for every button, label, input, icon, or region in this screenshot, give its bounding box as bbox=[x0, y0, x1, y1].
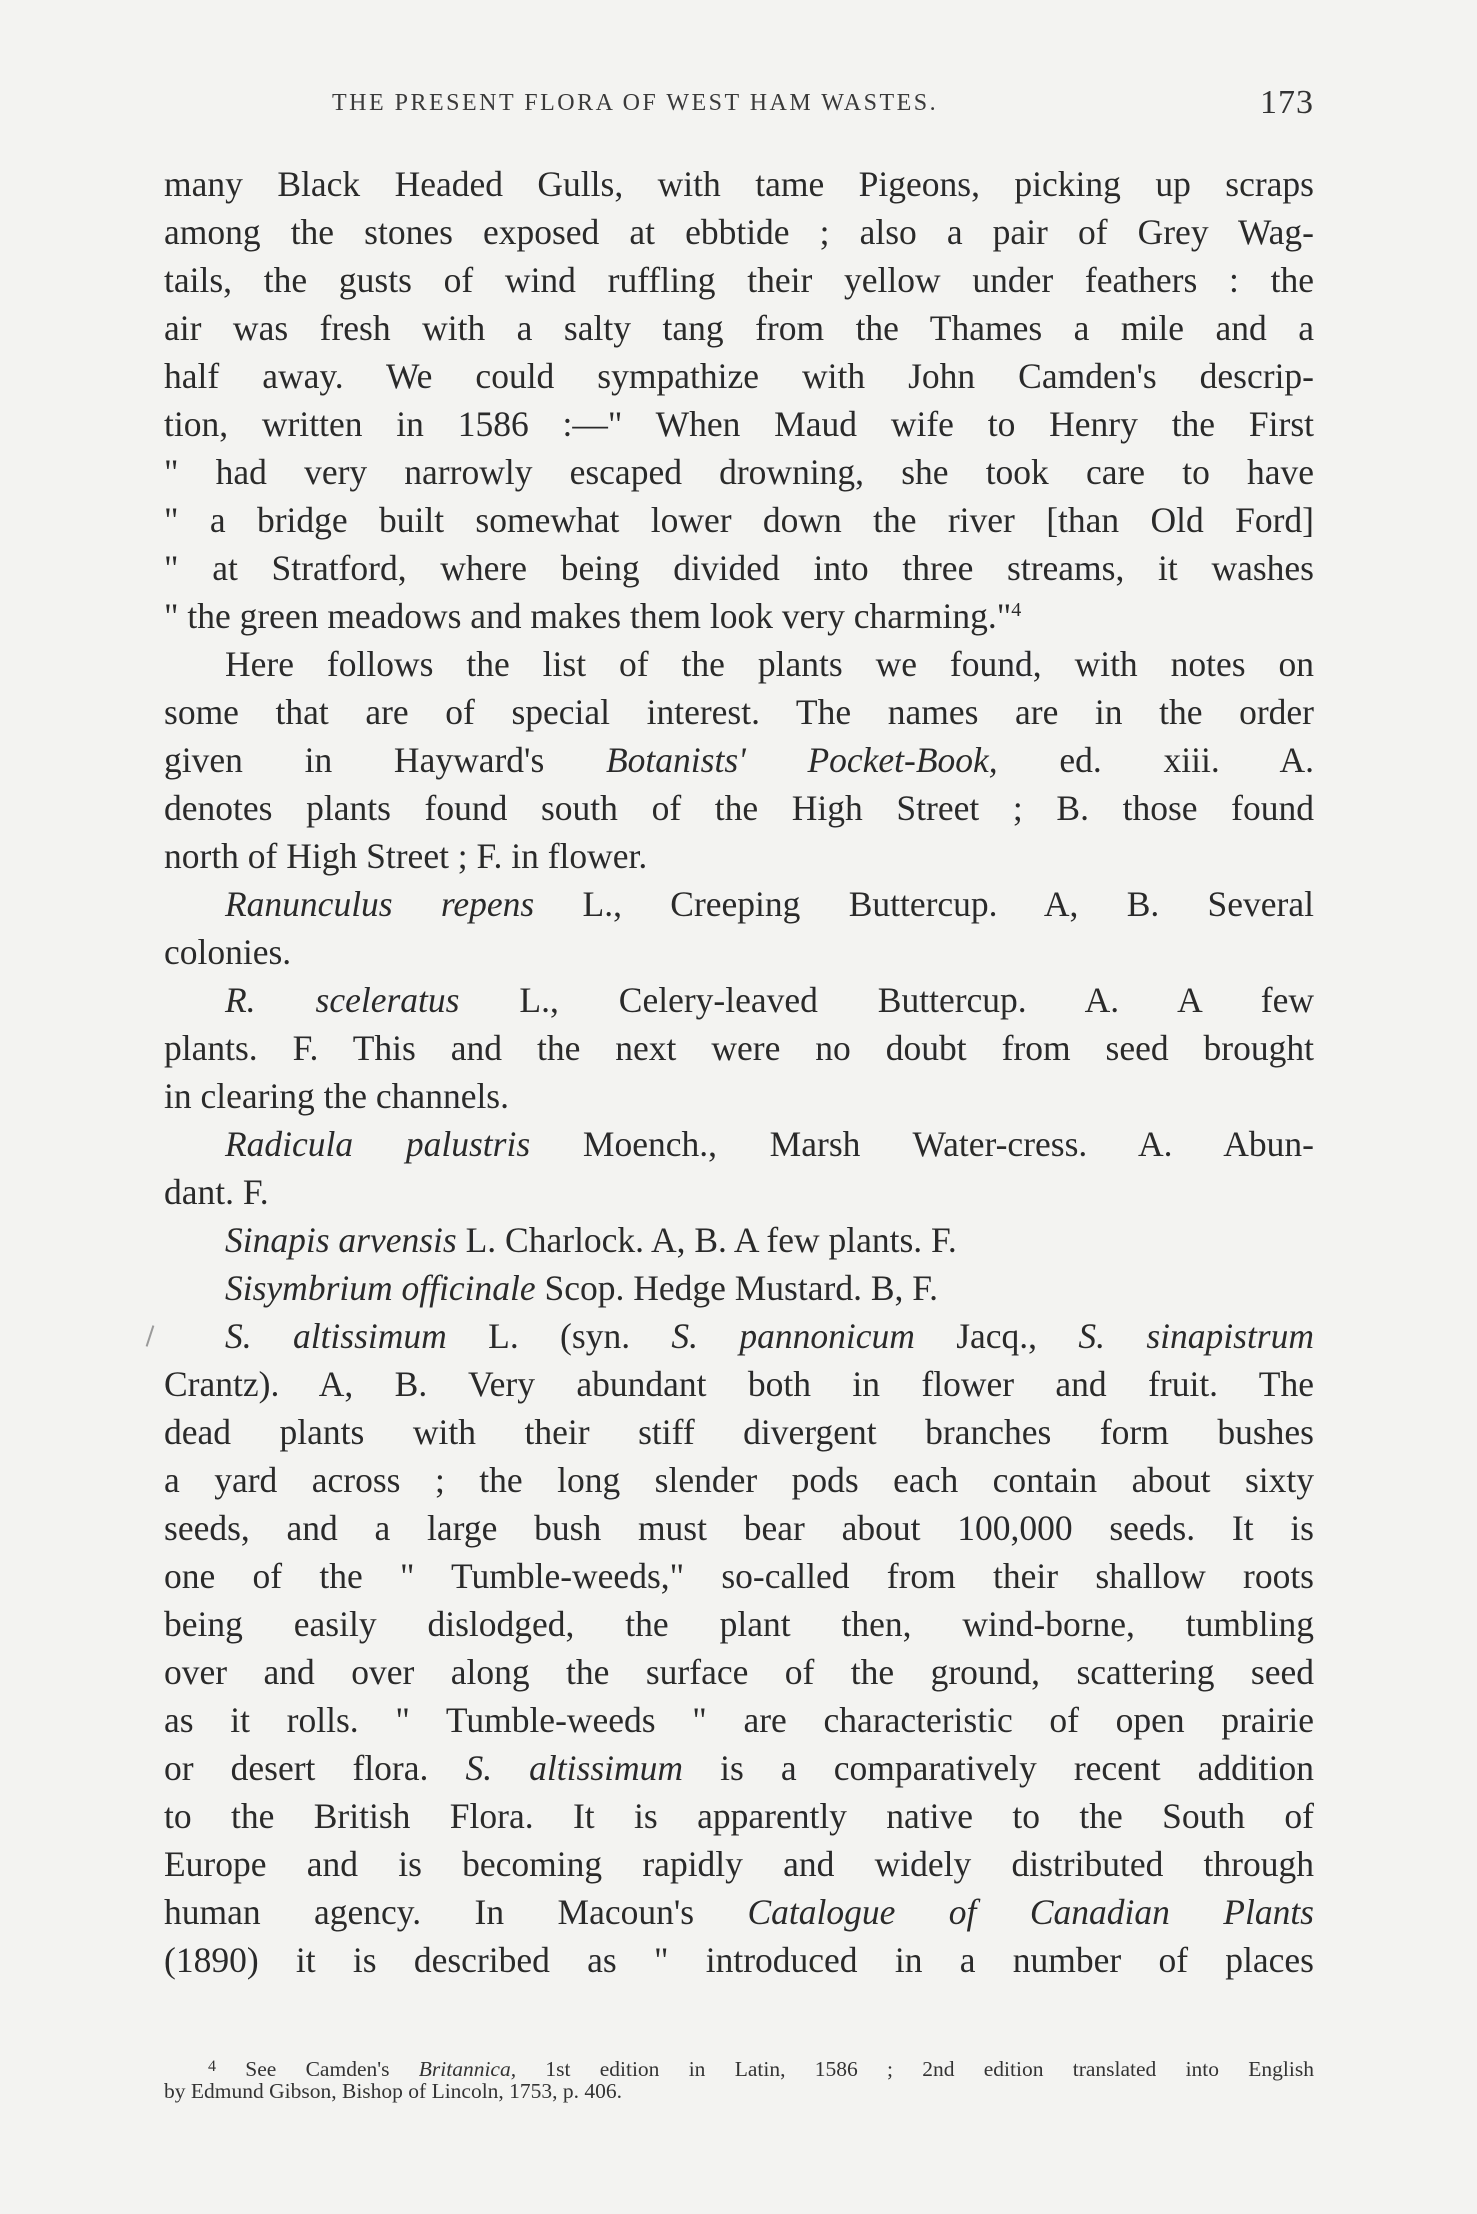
text-run: L. Charlock. A, B. A few plants. F. bbox=[456, 1220, 957, 1260]
text-run: human agency. In Macoun's bbox=[164, 1892, 748, 1932]
body-line bbox=[164, 400, 1314, 448]
body-line bbox=[164, 1936, 1314, 1984]
text-run: air was fresh with a salty tang from the Thames a mile and a bbox=[164, 308, 1314, 348]
text-run: or desert flora. bbox=[164, 1748, 466, 1788]
body-line bbox=[164, 1120, 1314, 1168]
text-run: a yard across ; the long slender pods each contain about sixty bbox=[164, 1460, 1314, 1500]
text-run: See Camden's bbox=[216, 2057, 419, 2081]
text-run: Scop. Hedge Mustard. B, F. bbox=[535, 1268, 939, 1308]
text-run: over and over along the surface of the ground, scattering seed bbox=[164, 1652, 1314, 1692]
text-run: by Edmund Gibson, Bishop of Lincoln, 1753, p. 406. bbox=[164, 2079, 623, 2103]
text-run: tion, written in 1586 :—" When Maud wife to Henry the First bbox=[164, 404, 1314, 444]
body-line bbox=[164, 1216, 1314, 1264]
text-run: denotes plants found south of the High Street ; B. those found bbox=[164, 788, 1314, 828]
text-run: some that are of special interest. The names are in the order bbox=[164, 692, 1314, 732]
text-run: given in Hayward's bbox=[164, 740, 606, 780]
body-line bbox=[164, 1840, 1314, 1888]
italic-text: Sisymbrium officinale bbox=[225, 1268, 536, 1308]
body-line bbox=[164, 544, 1314, 592]
footnotes bbox=[164, 2054, 1314, 2104]
body-line bbox=[164, 1408, 1314, 1456]
footnote-line bbox=[164, 2079, 1314, 2104]
text-run: seeds, and a large bush must bear about 100,000 seeds. It is bbox=[164, 1508, 1314, 1548]
footnote-line bbox=[164, 2054, 1314, 2079]
body-line bbox=[164, 976, 1314, 1024]
text-run: dead plants with their stiff divergent branches form bushes bbox=[164, 1412, 1314, 1452]
text-run: " at Stratford, where being divided into three streams, it washes bbox=[164, 548, 1314, 588]
text-run: plants. F. This and the next were no doubt from seed brought bbox=[164, 1028, 1314, 1068]
body-line bbox=[164, 1456, 1314, 1504]
text-run: L., Creeping Buttercup. A, B. Several bbox=[534, 884, 1314, 924]
body-line bbox=[164, 832, 1314, 880]
body-line bbox=[164, 1552, 1314, 1600]
text-run: tails, the gusts of wind ruffling their yellow under feathers : the bbox=[164, 260, 1314, 300]
body-line bbox=[164, 1600, 1314, 1648]
italic-text: Sinapis arvensis bbox=[225, 1220, 457, 1260]
text-run: ed. xiii. A. bbox=[997, 740, 1314, 780]
body-line bbox=[164, 256, 1314, 304]
footnote-marker: 4 bbox=[1011, 599, 1022, 621]
text-run: many Black Headed Gulls, with tame Pigeons, picking up scraps bbox=[164, 164, 1314, 204]
body-line bbox=[164, 592, 1314, 640]
body-line bbox=[164, 496, 1314, 544]
text-run: to the British Flora. It is apparently native to the South of bbox=[164, 1796, 1314, 1836]
body-line bbox=[164, 160, 1314, 208]
text-run: colonies. bbox=[164, 932, 292, 972]
running-title: THE PRESENT FLORA OF WEST HAM WASTES. bbox=[332, 90, 939, 116]
body-line bbox=[164, 1072, 1314, 1120]
body-line bbox=[164, 736, 1314, 784]
italic-text: Britannica, bbox=[418, 2057, 517, 2081]
italic-text: Radicula palustris bbox=[225, 1124, 531, 1164]
body-line bbox=[164, 1024, 1314, 1072]
text-run: among the stones exposed at ebbtide ; also a pair of Grey Wag- bbox=[164, 212, 1314, 252]
text-run: being easily dislodged, the plant then, wind-borne, tumbling bbox=[164, 1604, 1314, 1644]
body-line bbox=[164, 1264, 1314, 1312]
text-run: Jacq., bbox=[914, 1316, 1079, 1356]
text-run: one of the " Tumble-weeds," so-called from their shallow roots bbox=[164, 1556, 1314, 1596]
text-run: is a comparatively recent addition bbox=[683, 1748, 1314, 1788]
text-run: Europe and is becoming rapidly and widely distributed through bbox=[164, 1844, 1314, 1884]
body-line bbox=[164, 784, 1314, 832]
body-line bbox=[164, 688, 1314, 736]
text-run: 1st edition in Latin, 1586 ; 2nd edition translated into English bbox=[516, 2057, 1314, 2081]
italic-text: S. sinapistrum bbox=[1078, 1316, 1315, 1356]
text-run: dant. F. bbox=[164, 1172, 269, 1212]
text-run: L. (syn. bbox=[446, 1316, 672, 1356]
body-line bbox=[164, 352, 1314, 400]
italic-text: S. pannonicum bbox=[671, 1316, 915, 1356]
body-line bbox=[164, 208, 1314, 256]
text-run: " a bridge built somewhat lower down the river [than Old Ford] bbox=[164, 500, 1314, 540]
body-line bbox=[164, 1696, 1314, 1744]
text-run: as it rolls. " Tumble-weeds " are characteristic of open prairie bbox=[164, 1700, 1314, 1740]
italic-text: R. sceleratus bbox=[225, 980, 460, 1020]
body-line bbox=[164, 304, 1314, 352]
italic-text: Ranunculus repens bbox=[225, 884, 535, 924]
text-run: " the green meadows and makes them look very charming." bbox=[164, 596, 1012, 636]
body-line bbox=[164, 1792, 1314, 1840]
page-number: 173 bbox=[1260, 84, 1314, 121]
text-run: north of High Street ; F. in flower. bbox=[164, 836, 648, 876]
text-run: (1890) it is described as " introduced in a number of places bbox=[164, 1940, 1314, 1980]
body-line bbox=[164, 640, 1314, 688]
page-header bbox=[164, 84, 1314, 124]
body-text bbox=[164, 160, 1314, 1984]
italic-text: S. altissimum bbox=[465, 1748, 684, 1788]
body-line bbox=[164, 448, 1314, 496]
body-line bbox=[164, 880, 1314, 928]
body-line bbox=[164, 1888, 1314, 1936]
body-line bbox=[164, 1744, 1314, 1792]
body-line bbox=[164, 928, 1314, 976]
text-run: in clearing the channels. bbox=[164, 1076, 509, 1116]
text-run: Crantz). A, B. Very abundant both in flower and fruit. The bbox=[164, 1364, 1314, 1404]
italic-text: S. altissimum bbox=[225, 1316, 447, 1356]
body-line bbox=[164, 1648, 1314, 1696]
body-line bbox=[164, 1504, 1314, 1552]
text-run: half away. We could sympathize with John Camden's descrip- bbox=[164, 356, 1314, 396]
body-line bbox=[164, 1360, 1314, 1408]
text-run: Moench., Marsh Water-cress. A. Abun- bbox=[530, 1124, 1315, 1164]
italic-text: Botanists' Pocket-Book, bbox=[605, 740, 998, 780]
margin-pencil-mark bbox=[146, 1325, 155, 1347]
text-run: L., Celery-leaved Buttercup. A. A few bbox=[459, 980, 1314, 1020]
text-run: " had very narrowly escaped drowning, she took care to have bbox=[164, 452, 1314, 492]
footnote-marker: 4 bbox=[208, 2058, 216, 2075]
text-run: Here follows the list of the plants we found, with notes on bbox=[225, 644, 1314, 684]
body-line bbox=[164, 1312, 1314, 1360]
italic-text: Catalogue of Canadian Plants bbox=[747, 1892, 1314, 1932]
body-line bbox=[164, 1168, 1314, 1216]
